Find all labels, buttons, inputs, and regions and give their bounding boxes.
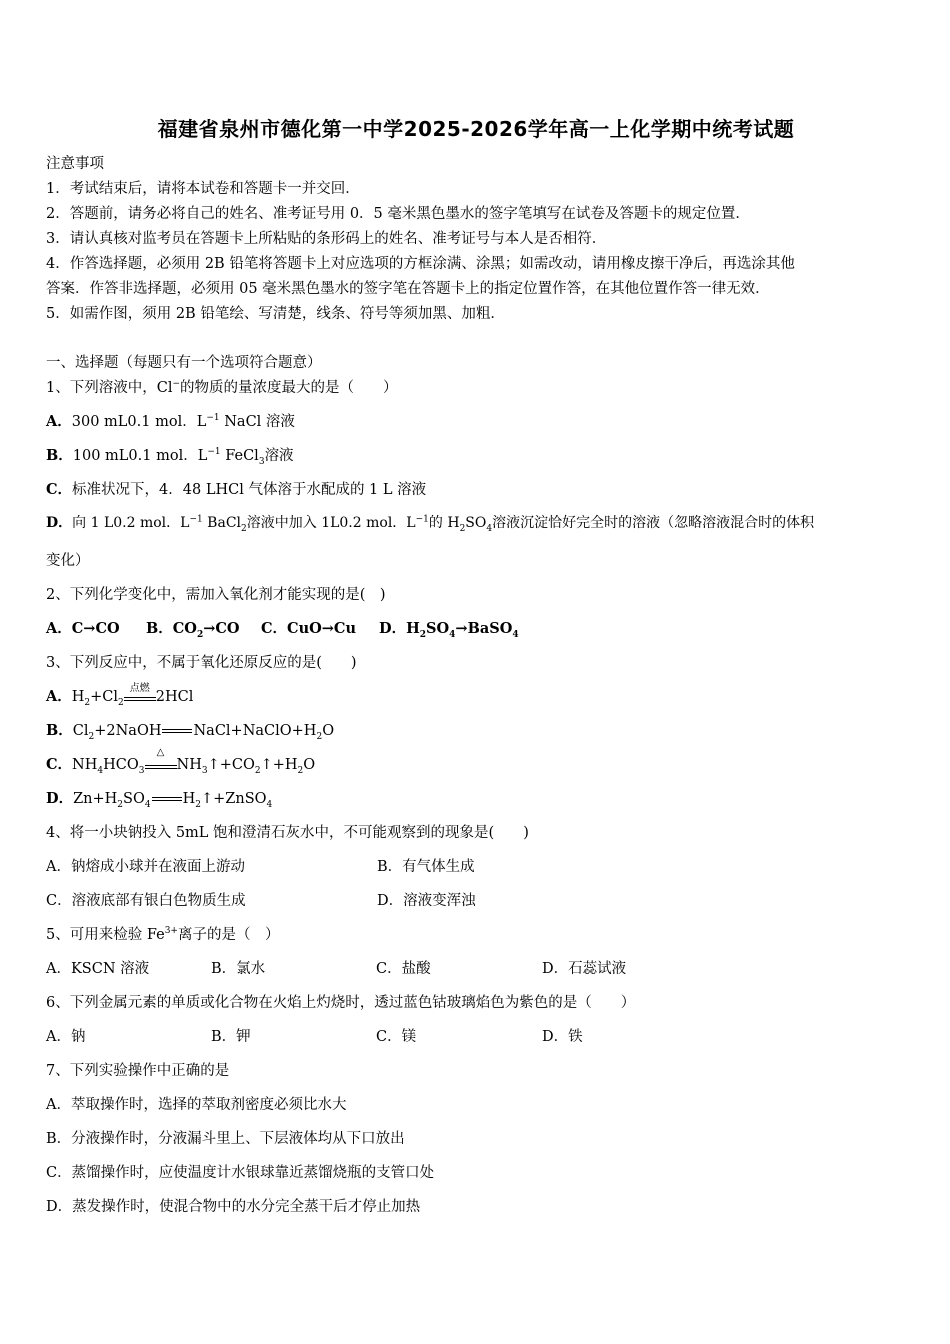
q6-option-b: B．钾 bbox=[211, 1029, 251, 1045]
q5-option-c: C．盐酸 bbox=[376, 961, 431, 977]
q7-option-b: B．分液操作时，分液漏斗里上、下层液体均从下口放出 bbox=[46, 1131, 405, 1147]
q3-stem: 3、下列反应中，不属于氧化还原反应的是( ) bbox=[46, 655, 357, 671]
reaction-condition-ignite: 点燃 bbox=[124, 691, 156, 701]
q2-option-b: B．$CO_2\to CO$ bbox=[146, 620, 240, 640]
q3-option-d: D．$Zn+H_2SO_4$ $H_2↑+ZnSO_4$ bbox=[46, 790, 273, 810]
exam-title: 福建省泉州市德化第一中学2025-2026学年高一上化学期中统考试题 bbox=[157, 117, 795, 141]
q2-option-c: C．CuO→Cu bbox=[261, 620, 356, 637]
notice-item-1: 1．考试结束后，请将本试卷和答题卡一并交回． bbox=[46, 181, 360, 197]
notice-item-2: 2．答题前，请务必将自己的姓名、准考证号用 0．5 毫米黑色墨水的签字笔填写在试卷及答题卡的规定位置． bbox=[46, 206, 750, 222]
q3-option-a: A．$H_2+Cl_2$ 点燃 2HCl bbox=[46, 683, 194, 708]
q6-option-a: A．钠 bbox=[46, 1029, 86, 1045]
q7-option-c: C．蒸馏操作时，应使温度计水银球靠近蒸馏烧瓶的支管口处 bbox=[46, 1165, 435, 1181]
q3-option-b: B．$Cl_2+2NaOH$ $NaCl+NaClO+H_2O$ bbox=[46, 722, 335, 742]
q3-option-c: C．$NH_4HCO_3$ △ $NH_3↑+CO_2↑+H_2O$ bbox=[46, 747, 316, 776]
q4-option-b: B．有气体生成 bbox=[377, 859, 475, 875]
q2-option-a: A．C→CO bbox=[46, 620, 120, 637]
q5-option-a: A．KSCN 溶液 bbox=[46, 961, 150, 977]
q1-option-a: A．300 mL0.1 mol．$L^{-1}$ NaCl 溶液 bbox=[46, 413, 295, 430]
equals-sign bbox=[162, 729, 192, 733]
q4-options-cd bbox=[46, 889, 906, 910]
q4-option-d: D．溶液变浑浊 bbox=[377, 893, 476, 909]
section-heading: 一、选择题（每题只有一个选项符合题意） bbox=[46, 355, 322, 371]
q4-option-a: A．钠熔成小球并在液面上游动 bbox=[46, 859, 245, 875]
q6-options bbox=[46, 1025, 906, 1046]
q2-stem: 2、下列化学变化中，需加入氧化剂才能实现的是( ) bbox=[46, 587, 386, 603]
q2-option-d: D．$H_2SO_4\to BaSO_4$ bbox=[379, 620, 519, 640]
q6-option-c: C．镁 bbox=[376, 1029, 417, 1045]
reaction-condition-heat: △ bbox=[145, 759, 177, 769]
q7-option-d: D．蒸发操作时，使混合物中的水分完全蒸干后才停止加热 bbox=[46, 1199, 421, 1215]
notice-item-4: 4．作答选择题，必须用 2B 铅笔将答题卡上对应选项的方框涂满、涂黑；如需改动，请用橡皮擦干净后，再选涂其他 bbox=[46, 256, 795, 272]
q2-options bbox=[46, 617, 906, 638]
q1-stem: 1、下列溶液中，Cl−的物质的量浓度最大的是（ ） bbox=[46, 379, 398, 396]
q4-options-ab bbox=[46, 855, 906, 876]
notice-item-5: 5．如需作图，须用 2B 铅笔绘、写清楚，线条、符号等须加黑、加粗． bbox=[46, 306, 505, 322]
notice-heading: 注意事项 bbox=[46, 156, 104, 172]
notice-item-4-cont: 答案．作答非选择题，必须用 05 毫米黑色墨水的签字笔在答题卡上的指定位置作答，在其他位置作答一律无效． bbox=[46, 281, 770, 297]
q4-stem: 4、将一小块钠投入 5mL 饱和澄清石灰水中，不可能观察到的现象是( ) bbox=[46, 825, 529, 841]
q7-option-a: A．萃取操作时，选择的萃取剂密度必须比水大 bbox=[46, 1097, 347, 1113]
q5-options bbox=[46, 957, 906, 978]
q1-option-b: B．100 mL0.1 mol．$L^{-1}$ FeCl$_3$溶液 bbox=[46, 447, 294, 467]
q6-option-d: D．铁 bbox=[542, 1029, 583, 1045]
q4-option-c: C．溶液底部有银白色物质生成 bbox=[46, 893, 246, 909]
notice-item-3: 3．请认真核对监考员在答题卡上所粘贴的条形码上的姓名、准考证号与本人是否相符． bbox=[46, 231, 607, 247]
q1-option-d-cont: 变化） bbox=[46, 553, 90, 569]
q6-stem: 6、下列金属元素的单质或化合物在火焰上灼烧时，透过蓝色钴玻璃焰色为紫色的是（ ） bbox=[46, 995, 636, 1011]
q5-option-b: B．氯水 bbox=[211, 961, 266, 977]
q1-option-d: D．向 1 L0.2 mol．$L^{-1}$ BaCl$_2$溶液中加入 1L0.2 mol．$L^{-1}$的 $H_2SO_4$溶液沉淀恰好完全时的溶液（忽略溶液混合时的体积 bbox=[46, 514, 815, 534]
q1-option-c: C．标准状况下，4．48 LHCl 气体溶于水配成的 1 L 溶液 bbox=[46, 481, 427, 498]
q7-stem: 7、下列实验操作中正确的是 bbox=[46, 1063, 230, 1079]
q5-stem: 5、可用来检验 $Fe^{3+}$离子的是（ ） bbox=[46, 926, 280, 943]
equals-sign bbox=[152, 797, 182, 801]
q5-option-d: D．石蕊试液 bbox=[542, 961, 627, 977]
